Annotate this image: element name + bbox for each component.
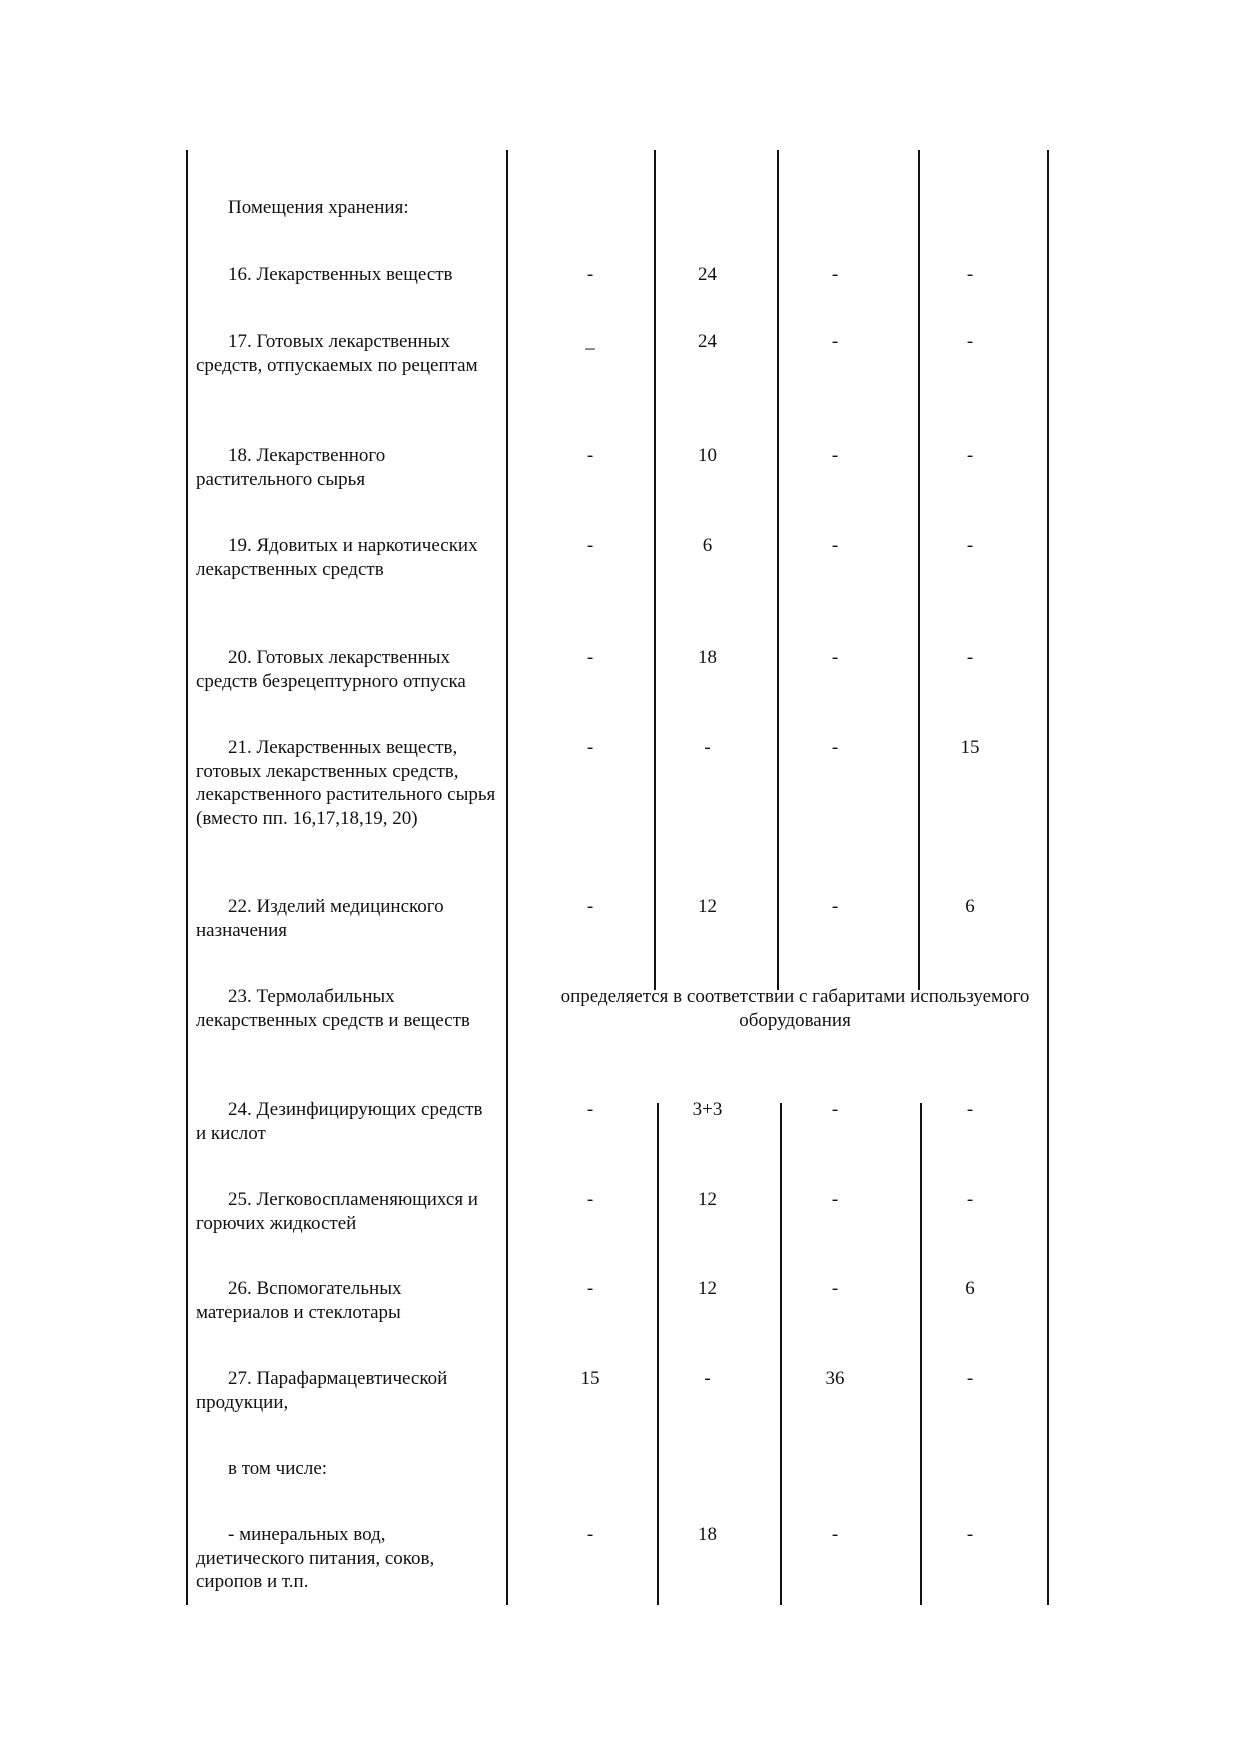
table-cell: -	[966, 535, 974, 556]
table-cell: -	[586, 1278, 594, 1299]
table-cell: -	[966, 264, 974, 285]
row-label: Помещения хранения:	[228, 197, 409, 218]
table-cell: -	[831, 331, 839, 352]
table-cell: 15	[960, 737, 980, 758]
table-cell: 12	[698, 1278, 717, 1299]
table-cell: -	[586, 264, 594, 285]
table-cell: -	[704, 1368, 711, 1389]
table-cell: 6	[965, 896, 975, 917]
table-cell: -	[831, 1278, 839, 1299]
row-label: - минеральных вод, диетического питания, соков, сиропов и т.п.	[196, 1524, 435, 1592]
table-cell: -	[966, 647, 974, 668]
table-border-right	[1047, 150, 1049, 1605]
table-cell: -	[831, 264, 839, 285]
table-cell: 6	[965, 1278, 975, 1299]
table-cell: -	[831, 1189, 839, 1210]
table-cell: -	[704, 737, 711, 758]
column-divider-4-upper	[918, 150, 920, 990]
table-cell: -	[586, 896, 594, 917]
table-cell: -	[586, 535, 594, 556]
table-cell: -	[966, 331, 974, 352]
table-cell: -	[586, 445, 594, 466]
table-cell: 24	[698, 331, 717, 352]
table-cell: 12	[698, 896, 717, 917]
row-label: 21. Лекарственных веществ, готовых лекарственных средств, лекарственного растительного сырья (вместо пп. 16,17,18,19, 20)	[196, 737, 496, 829]
merged-cell: определяется в соответствии с габаритами используемого оборудования	[560, 986, 1030, 1031]
row-label: 26. Вспомогательных материалов и стеклотары	[196, 1278, 402, 1323]
row-label: 25. Легковоспламеняющихся и горючих жидкостей	[196, 1189, 478, 1234]
row-label: 20. Готовых лекарственных средств безрецептурного отпуска	[196, 647, 466, 692]
table-cell: -	[586, 737, 594, 758]
column-divider-3-upper	[777, 150, 779, 990]
table-cell: -	[966, 1524, 974, 1545]
row-label: в том числе:	[228, 1458, 328, 1479]
table-cell: 15	[580, 1368, 600, 1389]
table-cell: -	[831, 1524, 839, 1545]
table-cell: -	[586, 1099, 594, 1120]
row-label: 23. Термолабильных лекарственных средств и веществ	[196, 986, 470, 1031]
row-label: 16. Лекарственных веществ	[228, 264, 453, 285]
table-cell: 6	[702, 535, 713, 556]
table-cell: 24	[698, 264, 717, 285]
table-cell: 18	[698, 647, 717, 668]
row-label: 19. Ядовитых и наркотических лекарственных средств	[196, 535, 478, 580]
table-cell: -	[831, 535, 839, 556]
row-label: 18. Лекарственного растительного сырья	[196, 445, 386, 490]
table-cell: -	[586, 1189, 594, 1210]
table-cell: 12	[698, 1189, 717, 1210]
table-cell: -	[586, 1524, 594, 1545]
table-cell: 10	[698, 445, 717, 466]
table-cell: 3+3	[692, 1099, 723, 1120]
table-cell: -	[966, 445, 974, 466]
table-cell: -	[831, 1099, 839, 1120]
table-cell: 18	[698, 1524, 717, 1545]
row-label: 27. Парафармацевтической продукции,	[196, 1368, 448, 1413]
table-cell: -	[586, 647, 594, 668]
row-label: 22. Изделий медицинского назначения	[196, 896, 444, 941]
table-cell: -	[831, 737, 839, 758]
table-cell: -	[831, 647, 839, 668]
table-cell: -	[966, 1189, 974, 1210]
table-cell: 36	[825, 1368, 845, 1389]
row-label: 24. Дезинфицирующих средств и кислот	[196, 1099, 483, 1144]
table-cell: -	[831, 445, 839, 466]
row-label: 17. Готовых лекарственных средств, отпускаемых по рецептам	[196, 331, 478, 376]
column-divider-1	[506, 150, 508, 1605]
table-cell: -	[831, 896, 839, 917]
column-divider-3-lower	[780, 1103, 782, 1605]
table-cell: -	[966, 1099, 974, 1120]
column-divider-4-lower	[920, 1103, 922, 1605]
column-divider-2-upper	[654, 150, 656, 990]
table-cell: _	[585, 331, 595, 352]
column-divider-2-lower	[657, 1103, 659, 1605]
table-cell: -	[966, 1368, 974, 1389]
table-border-left	[186, 150, 188, 1605]
